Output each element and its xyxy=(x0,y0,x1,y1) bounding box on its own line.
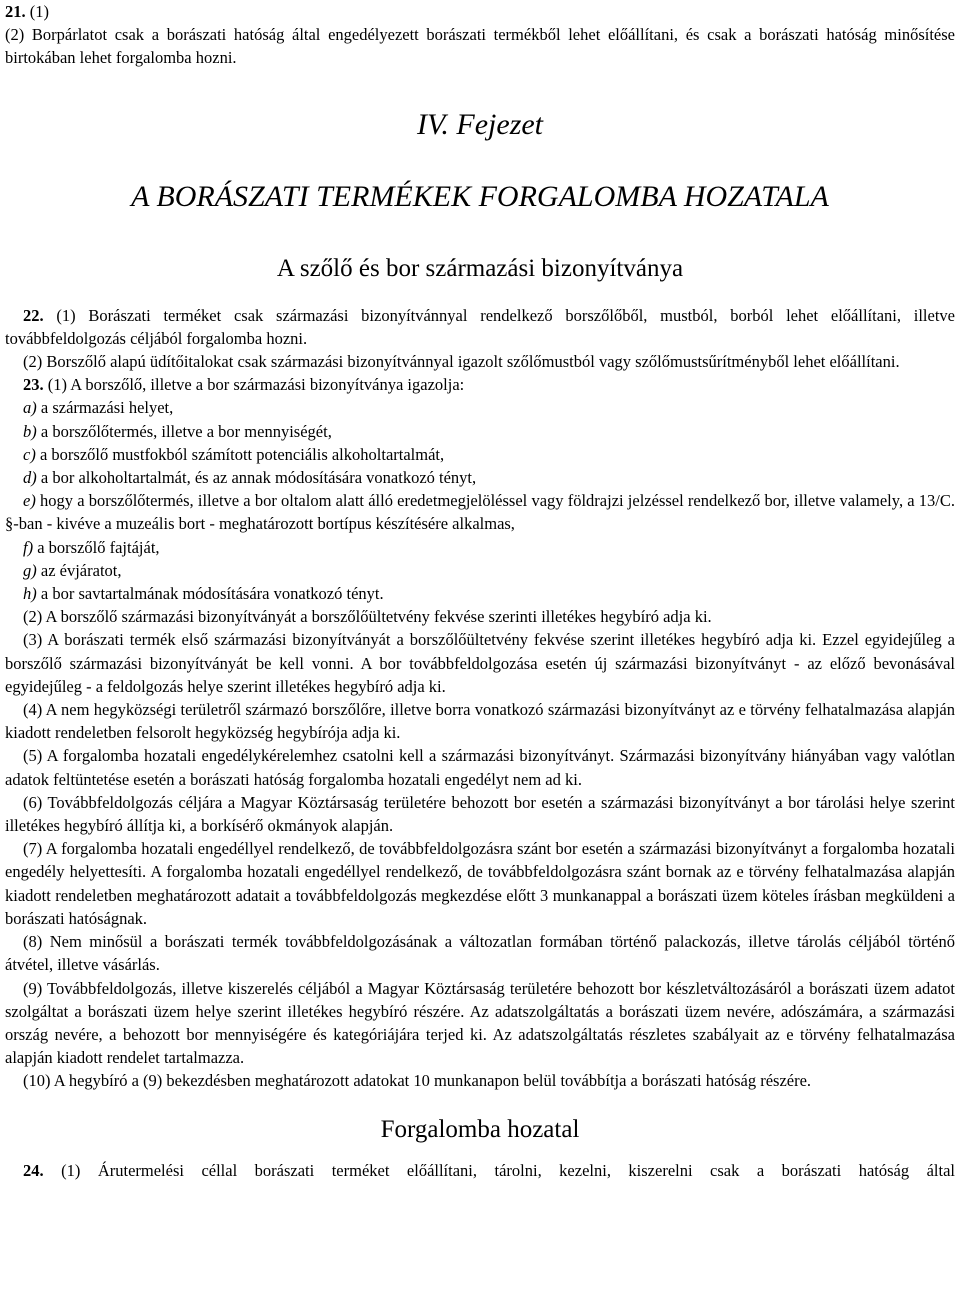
chapter-number: IV. Fejezet xyxy=(416,107,544,141)
enumerated-list xyxy=(5,396,955,605)
list-item: d) a bor alkoholtartalmát, és az annak módosítására vonatkozó tényt, xyxy=(23,468,477,488)
subchapter-title: A szőlő és bor származási bizonyítványa xyxy=(276,254,684,282)
document-page xyxy=(5,0,955,1182)
paragraph: (2) A borszőlő származási bizonyítványát a borszőlőültetvény fekvése szerinti illetékes hegybíró adja ki. xyxy=(23,607,712,627)
list-item: g) az évjáratot, xyxy=(23,560,122,580)
list-item: b) a borszőlőtermés, illetve a bor mennyiségét, xyxy=(23,421,332,441)
list-item: f) a borszőlő fajtáját, xyxy=(23,537,160,557)
section-23-para-1: 23. (1) A borszőlő, illetve a bor származási bizonyítványa igazolja: xyxy=(23,375,465,395)
paragraph: (6) Továbbfeldolgozás céljára a Magyar Köztársaság területére behozott bor esetén a származási bizonyítványt a bor tárolási helye szerint illetékes hegybíró állítja ki, a borkísérő okmányok alapján. xyxy=(5,792,955,836)
section-number: 21. xyxy=(5,2,26,21)
section-number: 23. xyxy=(23,375,44,395)
section-21-heading: 21. (1) xyxy=(5,2,49,21)
section-22-para-1: 22. (1) Borászati terméket csak származási bizonyítvánnyal rendelkező borszőlőből, mustból, borból lehet előállítani, illetve továbbfeldolgozás céljából forgalomba hozni. xyxy=(5,305,955,348)
paragraph: (8) Nem minősül a borászati termék továbbfeldolgozásának a változatlan formában történő palackozás, illetve tárolás céljából történő átvétel, illetve vásárlás. xyxy=(5,932,955,975)
paragraph: (5) A forgalomba hozatali engedélykérelemhez csatolni kell a származási bizonyítványt. Származási bizonyítvány hiányában vagy valótlan adatok feltüntetése esetén a borászati hatóság forgalomba hozatali engedélyt nem ad ki. xyxy=(5,746,955,789)
section-24-para-1: 24. (1) Árutermelési céllal borászati terméket előállítani, tárolni, kezelni, kiszerelni csak a borászati hatóság által xyxy=(23,1160,955,1180)
list-item: c) a borszőlő mustfokból számított potenciális alkoholtartalmát, xyxy=(23,444,445,464)
list-item: a) a származási helyet, xyxy=(23,398,174,418)
paragraph: (4) A nem hegyközségi területről származó borszőlőre, illetve borra vonatkozó származási bizonyítványt az e törvény felhatalmazása alapján kiadott rendeletben felsorolt hegyközség hegybírója adja ki. xyxy=(5,700,955,743)
paragraph: (9) Továbbfeldolgozás, illetve kiszerelés céljából a Magyar Köztársaság területére behozott bor készletváltozásáról a borászati üzem adatot szolgáltat a borászati üzem helye szerint illetékes hegybíró részére. Az adatszolgáltatás a borászati üzem nevére, adószámára, a származási ország nevére, a behozott bor mennyiségére és kategóriájára terjed ki. Az adatszolgáltatás részletes szabályait az e törvény felhatalmazása alapján kiadott rendelet tartalmazza. xyxy=(5,978,955,1068)
paragraph: (7) A forgalomba hozatali engedéllyel rendelkező, de továbbfeldolgozásra szánt bor esetén a származási bizonyítványt a forgalomba hozatali engedély helyettesíti. A forgalomba hozatali engedéllyel rendelkező, de továbbfeldolgozásra szánt bornak az e törvény felhatalmazása alapján kiadott rendeletben meghatározott adatait a továbbfeldolgozás megkezdése előtt 3 munkanappal a borászati üzem köteles írásban megküldeni a borászati hatóságnak. xyxy=(5,839,955,928)
paragraph: (2) Borpárlatot csak a borászati hatóság által engedélyezett borászati termékből lehet előállítani, és csak a borászati hatóság minősítése birtokában lehet forgalomba hozni. xyxy=(5,25,955,68)
paragraph: (10) A hegybíró a (9) bekezdésben meghatározott adatokat 10 munkanapon belül továbbítja a borászati hatóság részére. xyxy=(23,1071,812,1091)
list-item: h) a bor savtartalmának módosítására vonatkozó tényt. xyxy=(23,584,384,604)
paragraph: (3) A borászati termék első származási bizonyítványát a borszőlőültetvény fekvése szerint illetékes hegybíró adja ki. Ezzel egyidejűleg a borszőlő származási bizonyítványát be kell vonni. A bor továbbfeldolgozása esetén új származási bizonyítványt - az előző bevonásával egyidejűleg - a feldolgozás helye szerint illetékes hegybíró adja ki. xyxy=(5,630,955,696)
list-item: e) hogy a borszőlőtermés, illetve a bor oltalom alatt álló eredetmegjelöléssel vagy földrajzi jelzéssel rendelkező bor, illetve valamely, a 13/C. §-ban - kivéve a muzeális bort - meghatározott bortípus készítésére alkalmas, xyxy=(5,491,955,534)
paragraph: (2) Borszőlő alapú üdítőitalokat csak származási bizonyítvánnyal igazolt szőlőmustból vagy szőlőmustsűrítményből lehet előállítani. xyxy=(23,352,900,372)
section-number: 22. xyxy=(23,305,44,325)
chapter-title: A BORÁSZATI TERMÉKEK FORGALOMBA HOZATALA xyxy=(131,179,829,213)
section-number: 24. xyxy=(23,1160,44,1180)
section-heading: Forgalomba hozatal xyxy=(380,1115,580,1143)
